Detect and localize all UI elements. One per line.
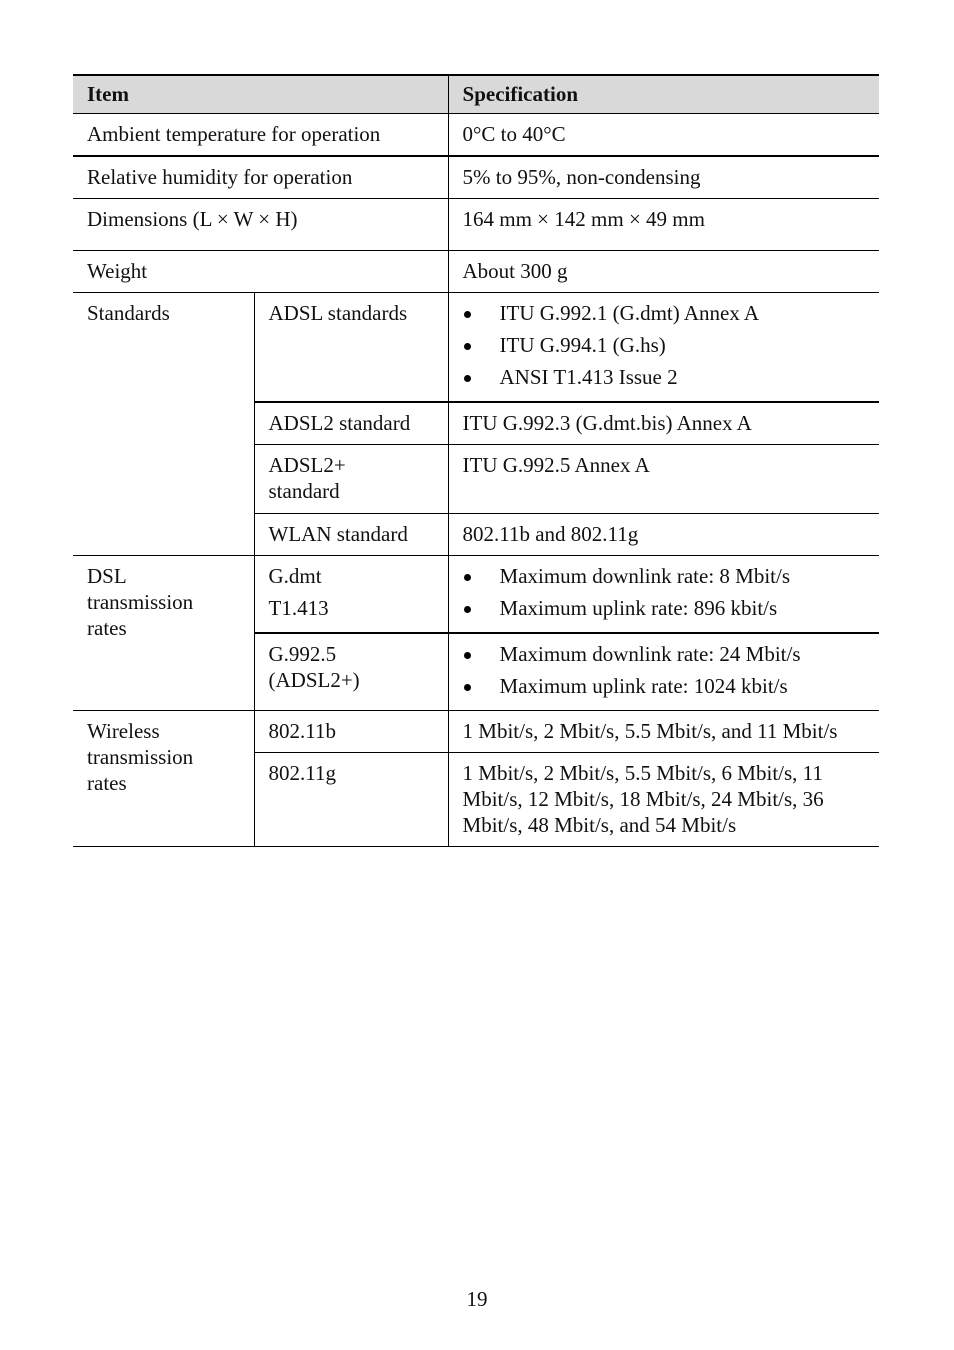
specification-table (73, 74, 879, 847)
row-adsl-standards (73, 293, 879, 403)
gdmt-rate-list (463, 560, 872, 624)
header-specification: Specification (448, 75, 879, 114)
humidity-label: Relative humidity for operation (73, 156, 448, 199)
wlan-value: 802.11b and 802.11g (448, 514, 879, 556)
weight-value: About 300 g (448, 251, 879, 293)
gdmt-label (254, 556, 448, 634)
adsl2plus-label: ADSL2+ standard (254, 445, 448, 514)
80211g-label: 802.11g (254, 753, 448, 847)
dimensions-value: 164 mm × 142 mm × 49 mm (448, 199, 879, 251)
adsl2-label: ADSL2 standard (254, 402, 448, 445)
80211b-label: 802.11b (254, 711, 448, 753)
list-item: Maximum downlink rate: 8 Mbit/s (463, 560, 872, 592)
header-item: Item (73, 75, 448, 114)
g9925-value (448, 633, 879, 711)
ambient-value: 0°C to 40°C (448, 114, 879, 157)
header-row (73, 75, 879, 114)
row-weight (73, 251, 879, 293)
row-ambient-temperature (73, 114, 879, 157)
g9925-rate-list (463, 638, 872, 702)
list-item: Maximum downlink rate: 24 Mbit/s (463, 638, 872, 670)
adsl-standards-value (448, 293, 879, 403)
g9925-label: G.992.5 (ADSL2+) (254, 633, 448, 711)
wireless-rates-label: Wireless transmission rates (73, 711, 254, 847)
adsl2-value: ITU G.992.3 (G.dmt.bis) Annex A (448, 402, 879, 445)
t1413-label-line: T1.413 (268, 596, 329, 620)
list-item: Maximum uplink rate: 896 kbit/s (463, 592, 872, 624)
row-wireless-80211b (73, 711, 879, 753)
gdmt-label-line: G.dmt (268, 564, 322, 588)
gdmt-value (448, 556, 879, 634)
adsl2plus-value: ITU G.992.5 Annex A (448, 445, 879, 514)
adsl-standards-list (463, 297, 872, 393)
wlan-label: WLAN standard (254, 514, 448, 556)
list-item: ITU G.994.1 (G.hs) (463, 329, 872, 361)
weight-label: Weight (73, 251, 448, 293)
80211b-value: 1 Mbit/s, 2 Mbit/s, 5.5 Mbit/s, and 11 Mbit/s (448, 711, 879, 753)
list-item: ITU G.992.1 (G.dmt) Annex A (463, 297, 872, 329)
standards-label: Standards (73, 293, 254, 556)
page-number: 19 (466, 1287, 488, 1311)
row-dsl-gdmt (73, 556, 879, 634)
list-item: ANSI T1.413 Issue 2 (463, 361, 872, 393)
dimensions-label: Dimensions (L × W × H) (73, 199, 448, 251)
row-relative-humidity (73, 156, 879, 199)
humidity-value: 5% to 95%, non-condensing (448, 156, 879, 199)
list-item: Maximum uplink rate: 1024 kbit/s (463, 670, 872, 702)
80211g-value: 1 Mbit/s, 2 Mbit/s, 5.5 Mbit/s, 6 Mbit/s, 11 Mbit/s, 12 Mbit/s, 18 Mbit/s, 24 Mbit/s, 36 Mbit/s, 48 Mbit/s, and 54 Mbit/s (448, 753, 879, 847)
ambient-label: Ambient temperature for operation (73, 114, 448, 157)
adsl-standards-label: ADSL standards (254, 293, 448, 403)
dsl-rates-label: DSL transmission rates (73, 556, 254, 711)
row-dimensions (73, 199, 879, 251)
